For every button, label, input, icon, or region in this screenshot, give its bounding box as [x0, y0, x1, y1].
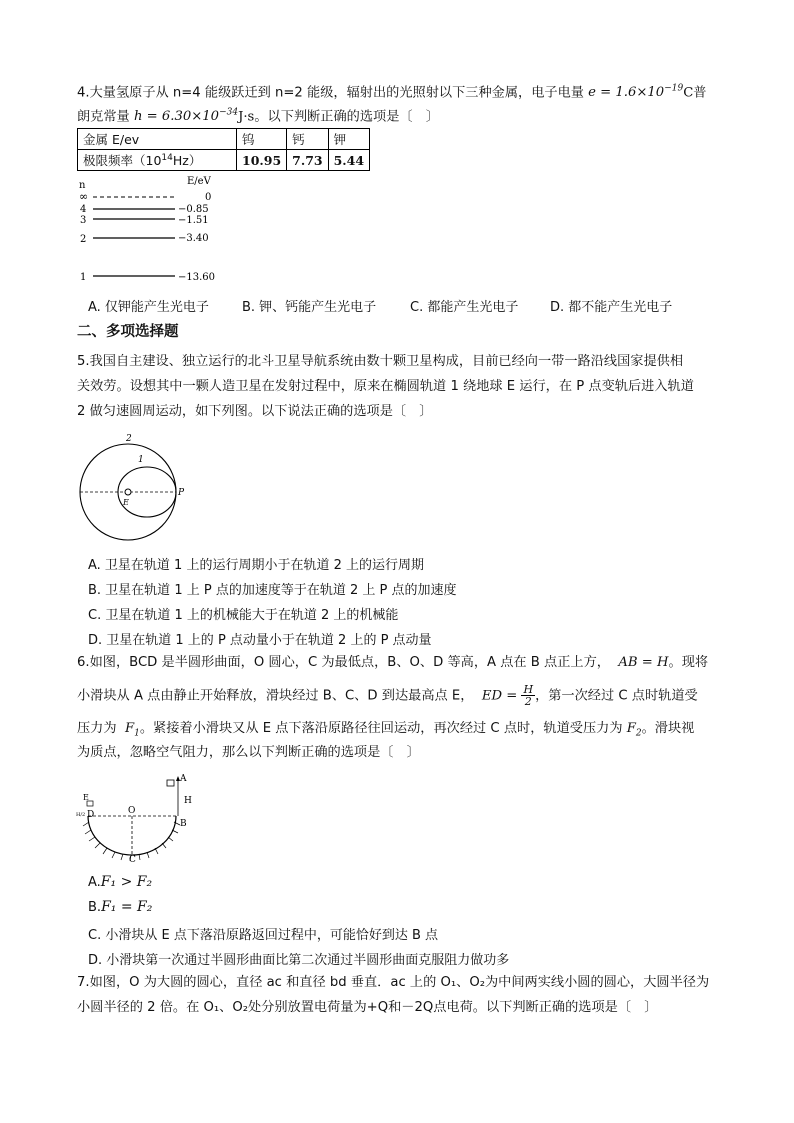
table-header-metal: 金属 E/ev — [78, 129, 237, 150]
energy-level-diagram — [75, 172, 235, 287]
f2-symbol: $F_2$ — [626, 721, 642, 739]
q5-option-b[interactable]: B. 卫星在轨道 1 上 P 点的加速度等于在轨道 2 上 P 点的加速度 — [88, 583, 457, 598]
q7-stem-line1: 7.如图，O 为大圆的圆心，直径 ac 和直径 bd 垂直．ac 上的 O₁、O₂为中间两实线小圆的圆心，大圆半径为 — [77, 975, 710, 990]
point-b-label: B — [180, 819, 187, 829]
q5-stem-line2: 关效劳。设想其中一颗人造卫星在发射过程中，原来在椭圆轨道 1 绕地球 E 运行，在 P 点变轨后进入轨道 — [77, 379, 694, 394]
ab-equals-h-formula: AB = H — [618, 655, 669, 670]
diagram-e-label: E/eV — [187, 176, 211, 187]
electron-charge-formula: $e = 1.6\times 10^{-19}$ — [588, 84, 684, 101]
orbit-2-label: 2 — [126, 434, 132, 444]
q6-stem-line4: 为质点，忽略空气阻力，那么以下判断正确的选项是〔 〕 — [77, 745, 420, 760]
level-e-4: −0.85 — [178, 204, 209, 215]
slider-block-a — [167, 780, 174, 786]
h-over-2-fraction: $\frac{H}{2}$ — [523, 683, 534, 708]
q5-option-a[interactable]: A. 卫星在轨道 1 上的运行周期小于在轨道 2 上的运行周期 — [88, 558, 425, 573]
q7-stem-line2: 小圆半径的 2 倍。在 O₁、O₂处分别放置电荷量为+Q和－2Q点电荷。以下判断正确的选项是〔 〕 — [77, 1000, 658, 1015]
point-c-label: C — [129, 855, 136, 865]
earth-dot — [125, 489, 131, 495]
diagram-n-label: n — [79, 180, 86, 191]
half-h-label: H/2 — [76, 812, 86, 818]
point-d-label: D — [87, 810, 95, 820]
q4-metal-table — [77, 128, 370, 171]
level-n-4: 4 — [80, 204, 87, 215]
q6-option-d[interactable]: D. 小滑块第一次通过半圆形曲面比第二次通过半圆形曲面克服阻力做功多 — [88, 953, 510, 968]
height-h-label: H — [184, 796, 192, 806]
orbit-1-label: 1 — [138, 455, 144, 465]
table-header-tungsten: 钨 — [237, 129, 287, 150]
q6-stem-line1: 6.如图，BCD 是半圆形曲面，O 圆心，C 为最低点，B、O、D 等高，A 点在 B 点正上方， AB = H。现将 — [77, 655, 709, 670]
earth-label: E — [123, 498, 129, 507]
q5-option-c[interactable]: C. 卫星在轨道 1 上的机械能大于在轨道 2 上的机械能 — [88, 608, 399, 623]
planck-constant-formula: $h = 6.30\times 10^{-34}$ — [133, 108, 239, 125]
q4-option-c[interactable]: C. 都能产生光电子 — [410, 300, 519, 315]
q4-option-d[interactable]: D. 都不能产生光电子 — [550, 300, 673, 315]
q6-stem-line3: 压力为 $F_1$。紧接着小滑块又从 E 点下落沿原路径往回运动，再次经过 C 点时，轨道受压力为 $F_2$。滑块视 — [77, 721, 695, 739]
table-header-potassium: 钾 — [328, 129, 369, 150]
q6-option-a[interactable]: A.F₁ > F₂ — [88, 874, 153, 890]
level-e-3: −1.51 — [178, 215, 209, 226]
q4-stem-line1: 4.大量氢原子从 n=4 能级跃迁到 n=2 能级，辐射出的光照射以下三种金属，电子电量 $e = 1.6\times 10^{-19}C$普 — [77, 84, 707, 101]
point-e-label: E — [83, 793, 89, 802]
point-a-label: A — [180, 774, 187, 784]
q6-option-b[interactable]: B.F₁ = F₂ — [88, 899, 153, 915]
level-e-1: −13.60 — [178, 272, 216, 283]
table-cell-calcium: 7.73 — [287, 150, 328, 171]
table-row-label: 极限频率$(10^{14}Hz)$ — [78, 150, 237, 171]
ed-formula: ED = — [481, 688, 518, 704]
q5-stem-line1: 5.我国自主建设、独立运行的北斗卫星导航系统由数十颗卫星构成，目前已经向一带一路沿线国家提供相 — [77, 354, 684, 369]
table-header-calcium: 钙 — [287, 129, 328, 150]
q5-stem-line3: 2 做匀速圆周运动，如下列图。以下说法正确的选项是〔 〕 — [77, 404, 433, 419]
level-e-2: −3.40 — [178, 233, 209, 244]
table-cell-tungsten: 10.95 — [237, 150, 287, 171]
q6-option-c[interactable]: C. 小滑块从 E 点下落沿原路返回过程中，可能恰好到达 B 点 — [88, 928, 439, 943]
q5-option-d[interactable]: D. 卫星在轨道 1 上的 P 点动量小于在轨道 2 上的 P 点动量 — [88, 633, 432, 648]
level-n-3: 3 — [80, 215, 87, 226]
table-cell-potassium: 5.44 — [328, 150, 369, 171]
q4-stem-line2: 朗克常量 $h = 6.30\times 10^{-34}J\cdot s$。以下判断正确的选项是〔 〕 — [77, 108, 439, 125]
semicircle-track-figure — [76, 770, 206, 866]
section-heading-multiple-choice: 二、多项选择题 — [77, 324, 179, 340]
q4-option-b[interactable]: B. 钾、钙能产生光电子 — [242, 300, 377, 315]
center-o-label: O — [128, 806, 136, 816]
point-p-label: P — [178, 488, 185, 498]
level-e-inf: 0 — [205, 192, 212, 203]
level-n-inf: ∞ — [79, 190, 89, 203]
orbit-figure — [78, 432, 193, 542]
f1-symbol: $F_1$ — [124, 721, 140, 739]
q6-stem-line2: 小滑块从 A 点由静止开始释放，滑块经过 B、C、D 到达最高点 E， ED = $\frac{H}{2}$ ，第一次经过 C 点时轨道受 — [77, 683, 698, 708]
q4-option-a[interactable]: A. 仅钾能产生光电子 — [88, 300, 209, 315]
level-n-1: 1 — [80, 272, 87, 283]
level-n-2: 2 — [80, 234, 87, 245]
